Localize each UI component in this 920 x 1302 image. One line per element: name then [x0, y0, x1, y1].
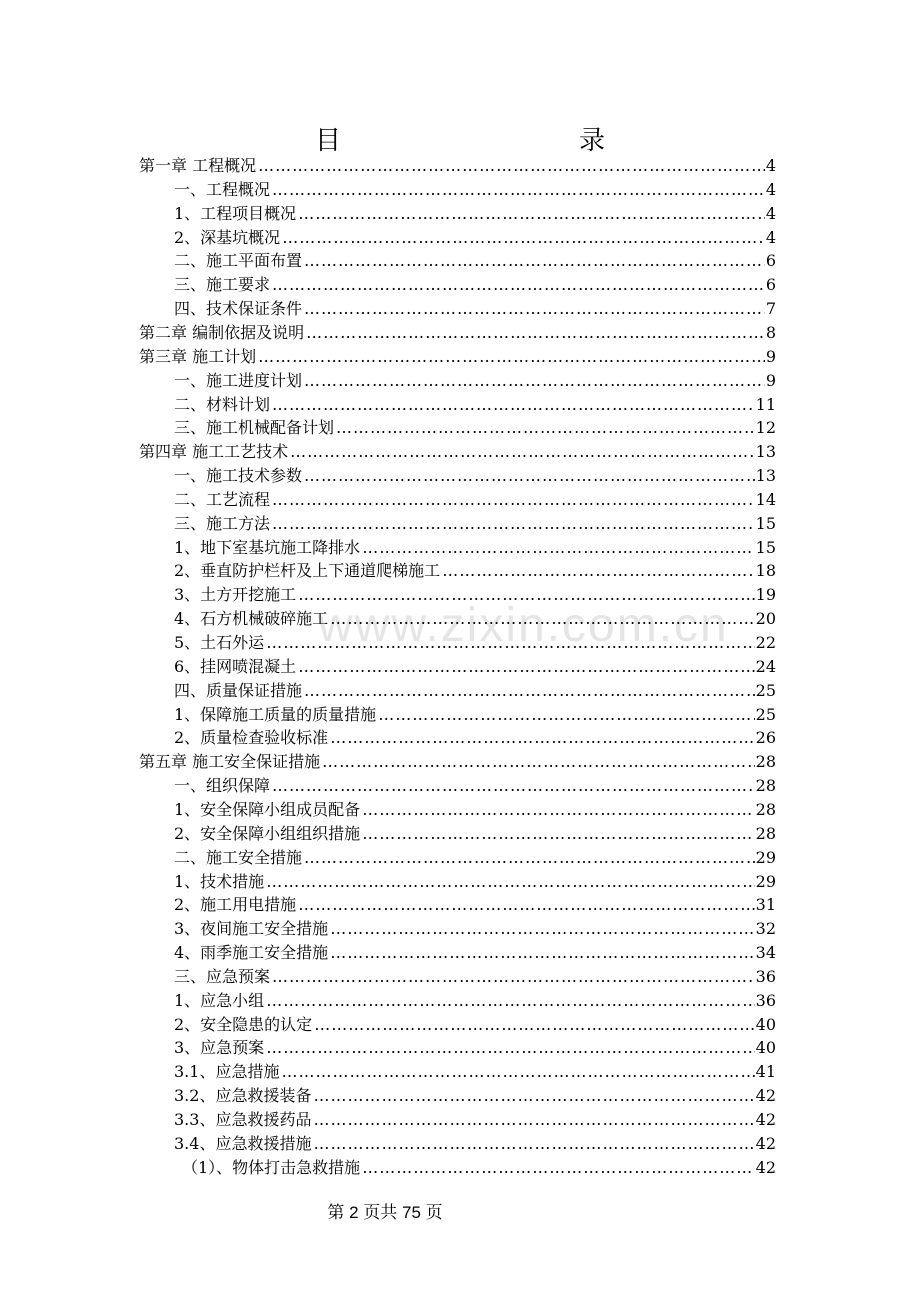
toc-entry[interactable] [174, 1082, 776, 1106]
toc-entry-page-number: 34 [755, 943, 776, 962]
toc-leader-dots [330, 728, 754, 748]
document-title: 目 录 [314, 126, 667, 156]
toc-entry-label: 二、工艺流程 [174, 490, 271, 509]
toc-entry-page-number: 15 [755, 538, 776, 557]
toc-entry-page-number: 9 [765, 371, 776, 390]
toc-entry[interactable] [174, 176, 776, 200]
toc-entry-page-number: 29 [755, 848, 776, 867]
toc-entry-label: 1、保障施工质量的质量措施 [174, 705, 377, 724]
toc-entry[interactable] [174, 820, 776, 844]
toc-leader-dots [290, 442, 755, 462]
toc-entry-page-number: 7 [765, 299, 776, 318]
toc-entry-label: 第三章 施工计划 [139, 347, 257, 366]
toc-leader-dots [330, 919, 754, 939]
toc-entry-label: 2、安全隐患的认定 [174, 1015, 313, 1034]
toc-entry[interactable] [174, 844, 776, 868]
toc-entry[interactable] [174, 534, 776, 558]
toc-entry[interactable] [174, 915, 776, 939]
toc-entry-page-number: 42 [755, 1086, 776, 1105]
toc-entry-label: 3、应急预案 [174, 1038, 265, 1057]
toc-leader-dots [362, 800, 754, 820]
toc-entry-page-number: 24 [755, 657, 776, 676]
toc-entry-label: 第四章 施工工艺技术 [139, 442, 289, 461]
toc-entry[interactable] [174, 1058, 776, 1082]
toc-entry-page-number: 28 [755, 776, 776, 795]
toc-entry-page-number: 15 [755, 514, 776, 533]
toc-entry-page-number: 42 [755, 1110, 776, 1129]
toc-entry-label: 3.4、应急救援措施 [174, 1134, 312, 1153]
toc-leader-dots [322, 752, 755, 772]
toc-leader-dots [266, 633, 754, 653]
toc-entry-label: 第二章 编制依据及说明 [139, 323, 305, 342]
toc-entry-page-number: 6 [765, 275, 776, 294]
toc-leader-dots [282, 228, 765, 248]
toc-leader-dots [272, 180, 765, 200]
toc-entry-label: 1、工程项目概况 [174, 204, 297, 223]
toc-leader-dots [272, 490, 755, 510]
toc-entry[interactable] [174, 1106, 776, 1130]
toc-leader-dots [304, 371, 765, 391]
toc-entry-label: 2、施工用电措施 [174, 895, 297, 914]
toc-entry-label: 二、材料计划 [174, 395, 271, 414]
toc-leader-dots [313, 1086, 754, 1106]
toc-entry-page-number: 32 [755, 919, 776, 938]
toc-entry[interactable] [174, 653, 776, 677]
toc-entry-label: 三、应急预案 [174, 967, 271, 986]
page-footer: 第 2 页共 75 页 [327, 1203, 443, 1222]
toc-entry-label: 4、雨季施工安全措施 [174, 943, 329, 962]
toc-entry-page-number: 6 [765, 251, 776, 270]
toc-entry[interactable] [174, 963, 776, 987]
toc-entry[interactable] [174, 367, 776, 391]
toc-leader-dots [314, 1015, 754, 1035]
toc-entry-page-number: 4 [765, 204, 776, 223]
toc-leader-dots [266, 1038, 754, 1058]
toc-entry-label: 3.1、应急措施 [174, 1062, 280, 1081]
toc-entry[interactable] [174, 247, 776, 271]
toc-entry-label: 四、技术保证条件 [174, 299, 303, 318]
toc-leader-dots [272, 776, 755, 796]
toc-leader-dots [362, 1158, 754, 1178]
toc-entry[interactable] [174, 200, 776, 224]
toc-entry[interactable] [139, 319, 776, 343]
toc-entry[interactable] [139, 152, 776, 176]
toc-entry-label: 一、组织保障 [174, 776, 271, 795]
toc-entry-label: 3、夜间施工安全措施 [174, 919, 329, 938]
toc-entry[interactable] [174, 772, 776, 796]
toc-entry[interactable] [174, 1130, 776, 1154]
toc-entry-page-number: 29 [755, 872, 776, 891]
toc-entry[interactable] [139, 748, 776, 772]
toc-entry[interactable] [174, 677, 776, 701]
toc-entry-page-number: 18 [755, 561, 776, 580]
toc-leader-dots [313, 1110, 754, 1130]
toc-entry[interactable] [174, 510, 776, 534]
toc-entry-label: 一、工程概况 [174, 180, 271, 199]
toc-entry-page-number: 36 [755, 991, 776, 1010]
toc-leader-dots [298, 895, 754, 915]
toc-entry-page-number: 40 [755, 1038, 776, 1057]
toc-entry-label: 4、石方机械破碎施工 [174, 609, 329, 628]
toc-leader-dots [304, 466, 755, 486]
toc-leader-dots [266, 872, 754, 892]
toc-entry-label: 2、深基坑概况 [174, 228, 281, 247]
toc-entry-page-number: 9 [765, 347, 776, 366]
toc-entry-label: 二、施工安全措施 [174, 848, 303, 867]
toc-entry[interactable] [174, 868, 776, 892]
toc-leader-dots [281, 1062, 754, 1082]
toc-entry-label: 四、质量保证措施 [174, 681, 303, 700]
toc-leader-dots [272, 967, 755, 987]
toc-entry-page-number: 26 [755, 728, 776, 747]
toc-entry-page-number: 13 [755, 442, 776, 461]
toc-entry-page-number: 22 [755, 633, 776, 652]
toc-leader-dots [362, 824, 754, 844]
toc-leader-dots [298, 204, 765, 224]
toc-leader-dots [330, 609, 754, 629]
toc-entry[interactable] [174, 414, 776, 438]
toc-entry[interactable] [174, 295, 776, 319]
toc-entry[interactable] [139, 343, 776, 367]
toc-entry-label: 三、施工方法 [174, 514, 271, 533]
toc-entry-label: 1、应急小组 [174, 991, 265, 1010]
toc-entry-page-number: 42 [755, 1134, 776, 1153]
toc-entry-label: 第五章 施工安全保证措施 [139, 752, 321, 771]
toc-entry[interactable] [174, 724, 776, 748]
toc-entry-page-number: 4 [765, 180, 776, 199]
toc-entry-label: 3.2、应急救援装备 [174, 1086, 312, 1105]
toc-entry-label: 2、安全保障小组组织措施 [174, 824, 361, 843]
toc-entry-page-number: 28 [755, 800, 776, 819]
toc-entry-page-number: 28 [755, 752, 776, 771]
toc-entry-label: 6、挂网喷混凝土 [174, 657, 297, 676]
toc-leader-dots [272, 514, 755, 534]
toc-entry[interactable] [174, 462, 776, 486]
toc-entry-page-number: 36 [755, 967, 776, 986]
toc-entry-label: 2、垂直防护栏杆及上下通道爬梯施工 [174, 561, 441, 580]
toc-entry[interactable] [174, 581, 776, 605]
toc-entry[interactable] [174, 1011, 776, 1035]
toc-entry-page-number: 42 [755, 1158, 776, 1177]
toc-entry-label: 2、质量检查验收标准 [174, 728, 329, 747]
toc-entry[interactable] [174, 486, 776, 510]
toc-entry[interactable] [174, 987, 776, 1011]
watermark: www.zixin.com.cn [318, 599, 729, 652]
toc-entry-label: 1、地下室基坑施工降排水 [174, 538, 361, 557]
toc-entry-page-number: 11 [755, 395, 776, 414]
toc-entry-label: 三、施工机械配备计划 [174, 418, 335, 437]
toc-entry-label: 第一章 工程概况 [139, 156, 257, 175]
toc-entry-page-number: 12 [755, 418, 776, 437]
toc-entry[interactable] [174, 557, 776, 581]
toc-entry-page-number: 25 [755, 681, 776, 700]
toc-leader-dots [298, 585, 754, 605]
toc-leader-dots [304, 681, 755, 701]
toc-entry-page-number: 25 [755, 705, 776, 724]
toc-leader-dots [336, 418, 755, 438]
toc-leader-dots [272, 275, 765, 295]
toc-entry-label: 一、施工进度计划 [174, 371, 303, 390]
toc-entry-page-number: 28 [755, 824, 776, 843]
toc-entry-label: （1）、物体打击急救措施 [182, 1158, 361, 1177]
toc-entry[interactable] [174, 939, 776, 963]
toc-entry-label: 5、土石外运 [174, 633, 265, 652]
toc-entry-label: 3、土方开挖施工 [174, 585, 297, 604]
toc-entry[interactable] [174, 891, 776, 915]
toc-entry-page-number: 20 [755, 609, 776, 628]
toc-leader-dots [298, 657, 754, 677]
toc-entry-label: 1、安全保障小组成员配备 [174, 800, 361, 819]
toc-leader-dots [330, 943, 754, 963]
toc-leader-dots [304, 848, 755, 868]
toc-leader-dots [306, 323, 765, 343]
toc-leader-dots [304, 251, 765, 271]
toc-entry-page-number: 13 [755, 466, 776, 485]
toc-entry[interactable] [182, 1154, 776, 1178]
toc-leader-dots [304, 299, 765, 319]
toc-leader-dots [258, 156, 765, 176]
toc-entry-page-number: 19 [755, 585, 776, 604]
toc-entry[interactable] [174, 1034, 776, 1058]
toc-entry-page-number: 40 [755, 1015, 776, 1034]
toc-entry-page-number: 14 [755, 490, 776, 509]
toc-leader-dots [378, 705, 754, 725]
toc-entry[interactable] [174, 391, 776, 415]
toc-entry-page-number: 31 [755, 895, 776, 914]
toc-leader-dots [362, 538, 754, 558]
toc-entry[interactable] [174, 605, 776, 629]
toc-entry-page-number: 4 [765, 156, 776, 175]
toc-entry[interactable] [174, 224, 776, 248]
toc-leader-dots [272, 395, 755, 415]
toc-entry-label: 三、施工要求 [174, 275, 271, 294]
toc-entry[interactable] [139, 438, 776, 462]
toc-entry-label: 3.3、应急救援药品 [174, 1110, 312, 1129]
toc-entry-label: 二、施工平面布置 [174, 251, 303, 270]
toc-entry-page-number: 8 [765, 323, 776, 342]
toc-leader-dots [266, 991, 754, 1011]
toc-entry[interactable] [174, 701, 776, 725]
toc-leader-dots [258, 347, 765, 367]
toc-leader-dots [442, 561, 754, 581]
toc-entry-page-number: 41 [755, 1062, 776, 1081]
toc-entry-label: 一、施工技术参数 [174, 466, 303, 485]
toc-entry-page-number: 4 [765, 228, 776, 247]
toc-entry[interactable] [174, 796, 776, 820]
toc-entry[interactable] [174, 271, 776, 295]
toc-entry-label: 1、技术措施 [174, 872, 265, 891]
toc-entry[interactable] [174, 629, 776, 653]
toc-leader-dots [313, 1134, 754, 1154]
